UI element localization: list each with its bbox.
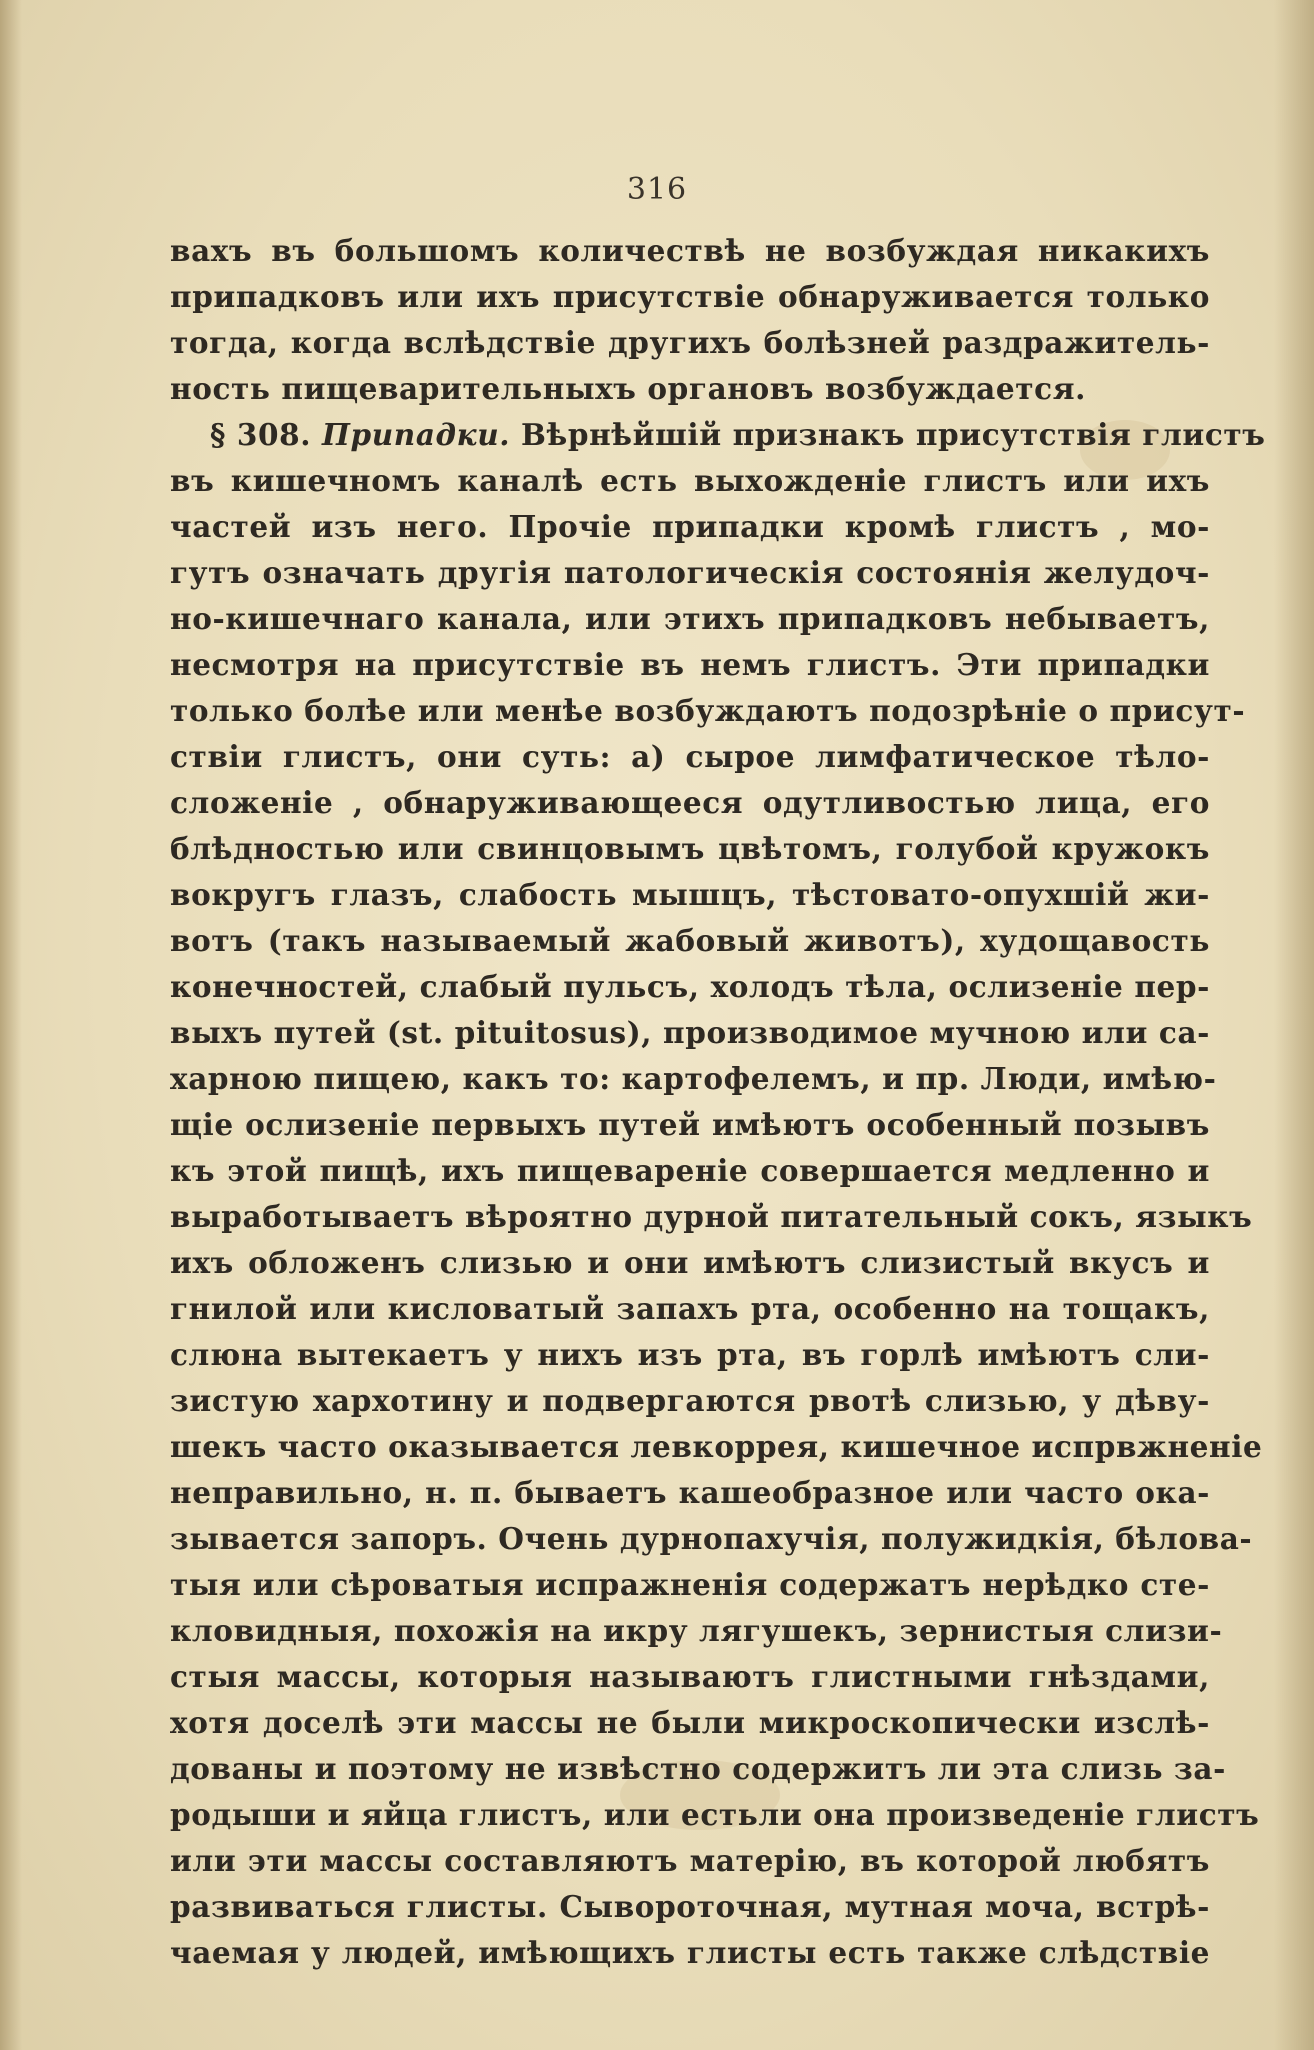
text-line: вокругъ глазъ, слабость мышцъ, тѣстовато-опухшій жи- — [170, 877, 1210, 912]
text-line: харною пищею, какъ то: картофелемъ, и пр. Люди, имѣю- — [170, 1061, 1217, 1096]
text-line: хотя доселѣ эти массы не были микроскопически изслѣ- — [170, 1705, 1210, 1740]
text-line: Вѣрнѣйшій признакъ присутствія глистъ — [521, 417, 1266, 452]
text-line: зывается запоръ. Очень дурнопахучія, полужидкія, бѣлова- — [170, 1521, 1253, 1556]
text-line: несмотря на присутствіе въ немъ глистъ. Эти припадки — [170, 647, 1210, 682]
text-line: ность пищеварительныхъ органовъ возбуждается. — [170, 371, 1086, 406]
text-line: слюна вытекаетъ у нихъ изъ рта, въ горлѣ имѣютъ сли- — [170, 1337, 1210, 1372]
text-line: выработываетъ вѣроятно дурной питательный сокъ, языкъ — [170, 1199, 1253, 1234]
page-number: 316 — [626, 172, 688, 207]
text-line: неправильно, н. п. бываетъ кашеобразное или часто ока- — [170, 1475, 1210, 1510]
text-line: шекъ часто оказывается левкоррея, кишечное испрвжненіе — [170, 1429, 1263, 1464]
page-edge-right — [1274, 0, 1314, 2050]
text-line: развиваться глисты. Сывороточная, мутная моча, встрѣ- — [170, 1889, 1210, 1924]
text-line: ихъ обложенъ слизью и они имѣютъ слизистый вкусъ и — [170, 1245, 1210, 1280]
text-line: къ этой пищѣ, ихъ пищевареніе совершается медленно и — [170, 1153, 1210, 1188]
text-line: дованы и поэтому не извѣстно содержитъ ли эта слизь за- — [170, 1751, 1226, 1786]
text-line: гнилой или кисловатый запахъ рта, особенно на тощакъ, — [170, 1291, 1210, 1326]
text-line: припадковъ или ихъ присутствіе обнаруживается только — [170, 279, 1210, 314]
text-line: тогда, когда вслѣдствіе другихъ болѣзней раздражитель- — [170, 325, 1210, 360]
text-line: или эти массы составляютъ матерію, въ которой любятъ — [170, 1843, 1210, 1878]
text-line: стыя массы, которыя называютъ глистными гнѣздами, — [170, 1659, 1210, 1694]
text-line: тыя или сѣроватыя испражненія содержатъ нерѣдко сте- — [170, 1567, 1210, 1602]
section-heading: Припадки. — [322, 417, 511, 452]
text-line: гутъ означать другія патологическія состоянія желудоч- — [170, 555, 1210, 590]
text-line: родыши и яйца глистъ, или естьли она произведеніе глистъ — [170, 1797, 1260, 1832]
text-line: ствіи глистъ, они суть: а) сырое лимфатическое тѣло- — [170, 739, 1210, 774]
text-line: чаемая у людей, имѣющихъ глисты есть также слѣдствіе — [170, 1935, 1210, 1970]
text-line: вахъ въ большомъ количествѣ не возбуждая никакихъ — [170, 233, 1210, 268]
text-line: частей изъ него. Прочіе припадки кромѣ глистъ , мо- — [170, 509, 1210, 544]
text-line: конечностей, слабый пульсъ, холодъ тѣла, ослизеніе пер- — [170, 969, 1210, 1004]
text-line: выхъ путей (st. pituitosus), производимое мучною или са- — [170, 1015, 1210, 1050]
page-edge-left — [0, 0, 22, 2050]
text-line: сложеніе , обнаруживающееся одутливостью лица, его — [170, 785, 1210, 820]
text-line: въ кишечномъ каналѣ есть выхожденіе глистъ или ихъ — [170, 463, 1210, 498]
text-line: щіе ослизеніе первыхъ путей имѣютъ особенный позывъ — [170, 1107, 1210, 1142]
text-line: зистую хархотину и подвергаются рвотѣ слизью, у дѣву- — [170, 1383, 1210, 1418]
text-line: вотъ (такъ называемый жабовый животъ), худощавость — [170, 923, 1210, 958]
text-line: только болѣе или менѣе возбуждаютъ подозрѣніе о присут- — [170, 693, 1246, 728]
text-line: блѣдностью или свинцовымъ цвѣтомъ, голубой кружокъ — [170, 831, 1210, 866]
section-mark: § 308. — [210, 417, 312, 452]
section-heading-line — [170, 412, 1266, 458]
text-line: но-кишечнаго канала, или этихъ припадковъ небываетъ, — [170, 601, 1210, 636]
body-text — [170, 228, 1266, 1976]
text-line: кловидныя, похожія на икру лягушекъ, зернистыя слизи- — [170, 1613, 1223, 1648]
